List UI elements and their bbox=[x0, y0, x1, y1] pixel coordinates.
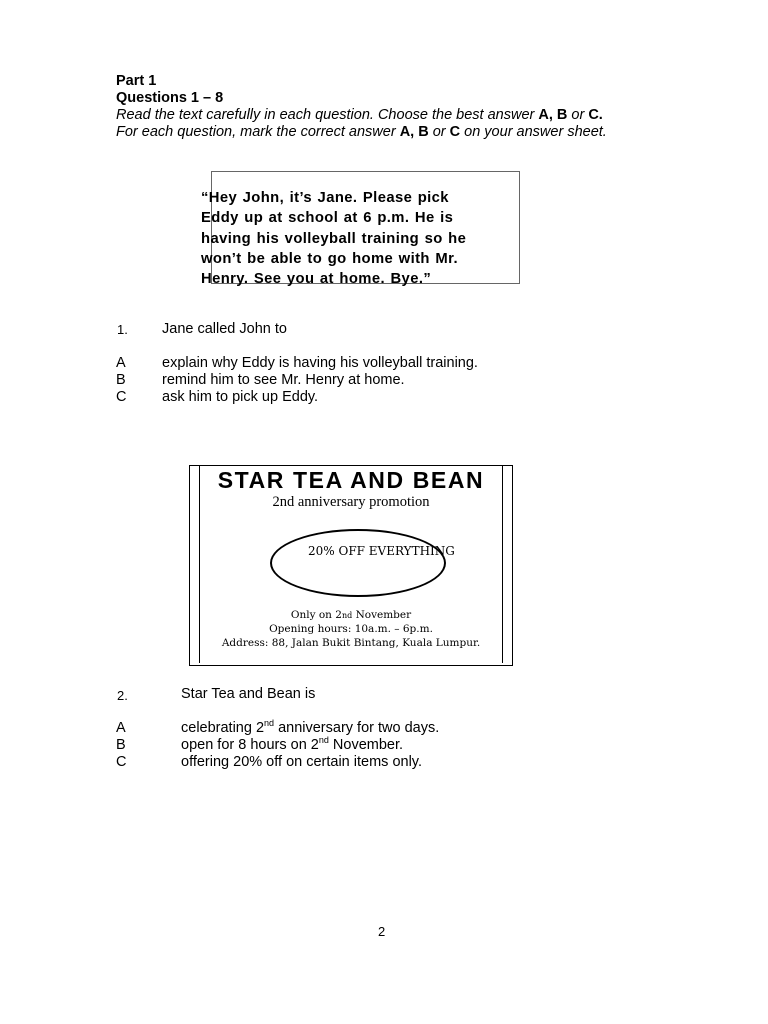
q1-option-b-text: remind him to see Mr. Henry at home. bbox=[162, 372, 405, 388]
message-line: won’t be able to go home with Mr. bbox=[201, 250, 458, 267]
instruction-line-2: For each question, mark the correct answer A, B or C on your answer sheet. bbox=[116, 124, 607, 140]
offer-circle bbox=[270, 529, 446, 597]
part-heading: Part 1 bbox=[116, 73, 157, 89]
ad-offer: 20% OFF EVERYTHING bbox=[308, 544, 455, 558]
phone-message bbox=[201, 188, 521, 289]
ad-address: Address: 88, Jalan Bukit Bintang, Kuala Lumpur. bbox=[221, 637, 481, 649]
message-line: having his volleyball training so he bbox=[201, 230, 467, 247]
q1-option-c-text: ask him to pick up Eddy. bbox=[162, 389, 319, 405]
q1-option-c-letter: C bbox=[116, 389, 127, 405]
q2-option-a-text: celebrating 2nd anniversary for two days. bbox=[181, 718, 440, 736]
question-2-number: 2. bbox=[117, 688, 128, 703]
message-line: Henry. See you at home. Bye.” bbox=[201, 271, 432, 288]
q1-option-a-text: explain why Eddy is having his volleyball training. bbox=[162, 355, 478, 371]
ad-hours: Opening hours: 10a.m. – 6p.m. bbox=[269, 623, 433, 635]
page-number: 2 bbox=[378, 924, 386, 939]
ad-title: STAR TEA AND BEAN bbox=[217, 467, 485, 493]
ad-subtitle: 2nd anniversary promotion bbox=[272, 494, 430, 510]
message-line: “Hey John, it’s Jane. Please pick bbox=[201, 190, 449, 206]
q1-option-a-letter: A bbox=[116, 355, 126, 371]
ad-date: Only on 2nd November bbox=[290, 609, 412, 621]
q2-option-a-letter: A bbox=[116, 720, 126, 736]
questions-heading: Questions 1 – 8 bbox=[116, 90, 224, 106]
q1-option-b-letter: B bbox=[116, 372, 126, 388]
instruction-line-1: Read the text carefully in each question. Choose the best answer A, B or C. bbox=[116, 107, 603, 123]
message-line: Eddy up at school at 6 p.m. He is bbox=[201, 210, 454, 227]
question-2-stem: Star Tea and Bean is bbox=[181, 686, 316, 702]
question-1-number: 1. bbox=[117, 322, 128, 337]
q2-option-c-text: offering 20% off on certain items only. bbox=[181, 754, 422, 770]
question-1-stem: Jane called John to bbox=[162, 321, 287, 337]
q2-option-b-letter: B bbox=[116, 737, 126, 753]
q2-option-c-letter: C bbox=[116, 754, 127, 770]
q2-option-b-text: open for 8 hours on 2nd November. bbox=[181, 735, 404, 753]
